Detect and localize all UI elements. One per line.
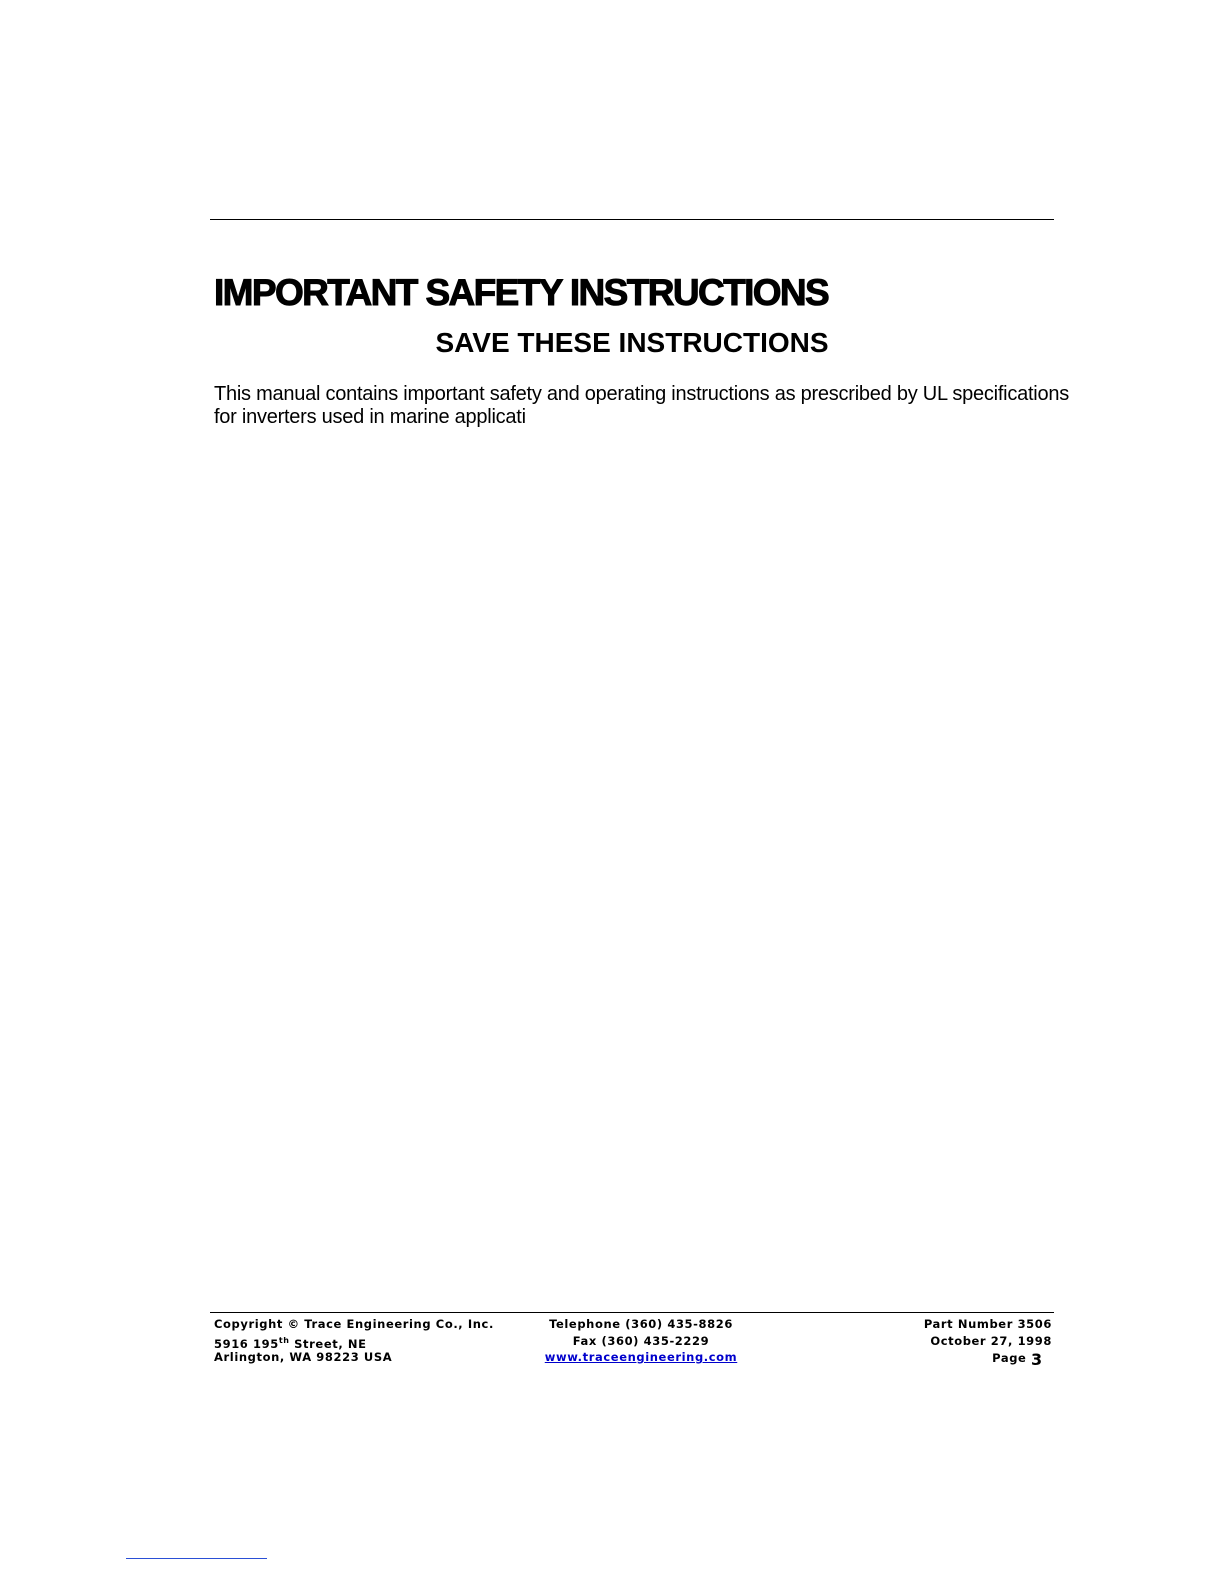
street-address: 5916 195th Street, NE <box>214 1335 367 1351</box>
website-link[interactable]: www.traceengineering.com <box>544 1350 738 1364</box>
fax-text: Fax (360) 435-2229 <box>572 1333 710 1348</box>
intro-line-2: for inverters used in marine applicati <box>214 406 526 428</box>
document-date: October 27, 1998 <box>930 1333 1052 1348</box>
page-number: 3 <box>1031 1350 1043 1369</box>
footer-divider <box>210 1312 1054 1313</box>
page-indicator: Page 3 <box>992 1350 1043 1369</box>
intro-paragraph <box>214 383 1069 429</box>
intro-line-1: This manual contains important safety and operating instructions as prescribed by UL specifications <box>214 383 1069 405</box>
footer-doc-info-block <box>800 1316 1052 1369</box>
city-address: Arlington, WA 98223 USA <box>214 1350 393 1364</box>
copyright-text: Copyright © Trace Engineering Co., Inc. <box>214 1317 494 1331</box>
footer-address-block <box>214 1316 494 1366</box>
bottom-corner-rule <box>126 1558 267 1559</box>
footer-contact-block <box>520 1316 762 1366</box>
telephone-text: Telephone (360) 435-8826 <box>549 1317 733 1331</box>
page-subtitle: SAVE THESE INSTRUCTIONS <box>435 327 829 358</box>
header-divider <box>210 219 1054 220</box>
part-number-text: Part Number 3506 <box>923 1317 1052 1331</box>
page-title: IMPORTANT SAFETY INSTRUCTIONS <box>214 272 829 313</box>
